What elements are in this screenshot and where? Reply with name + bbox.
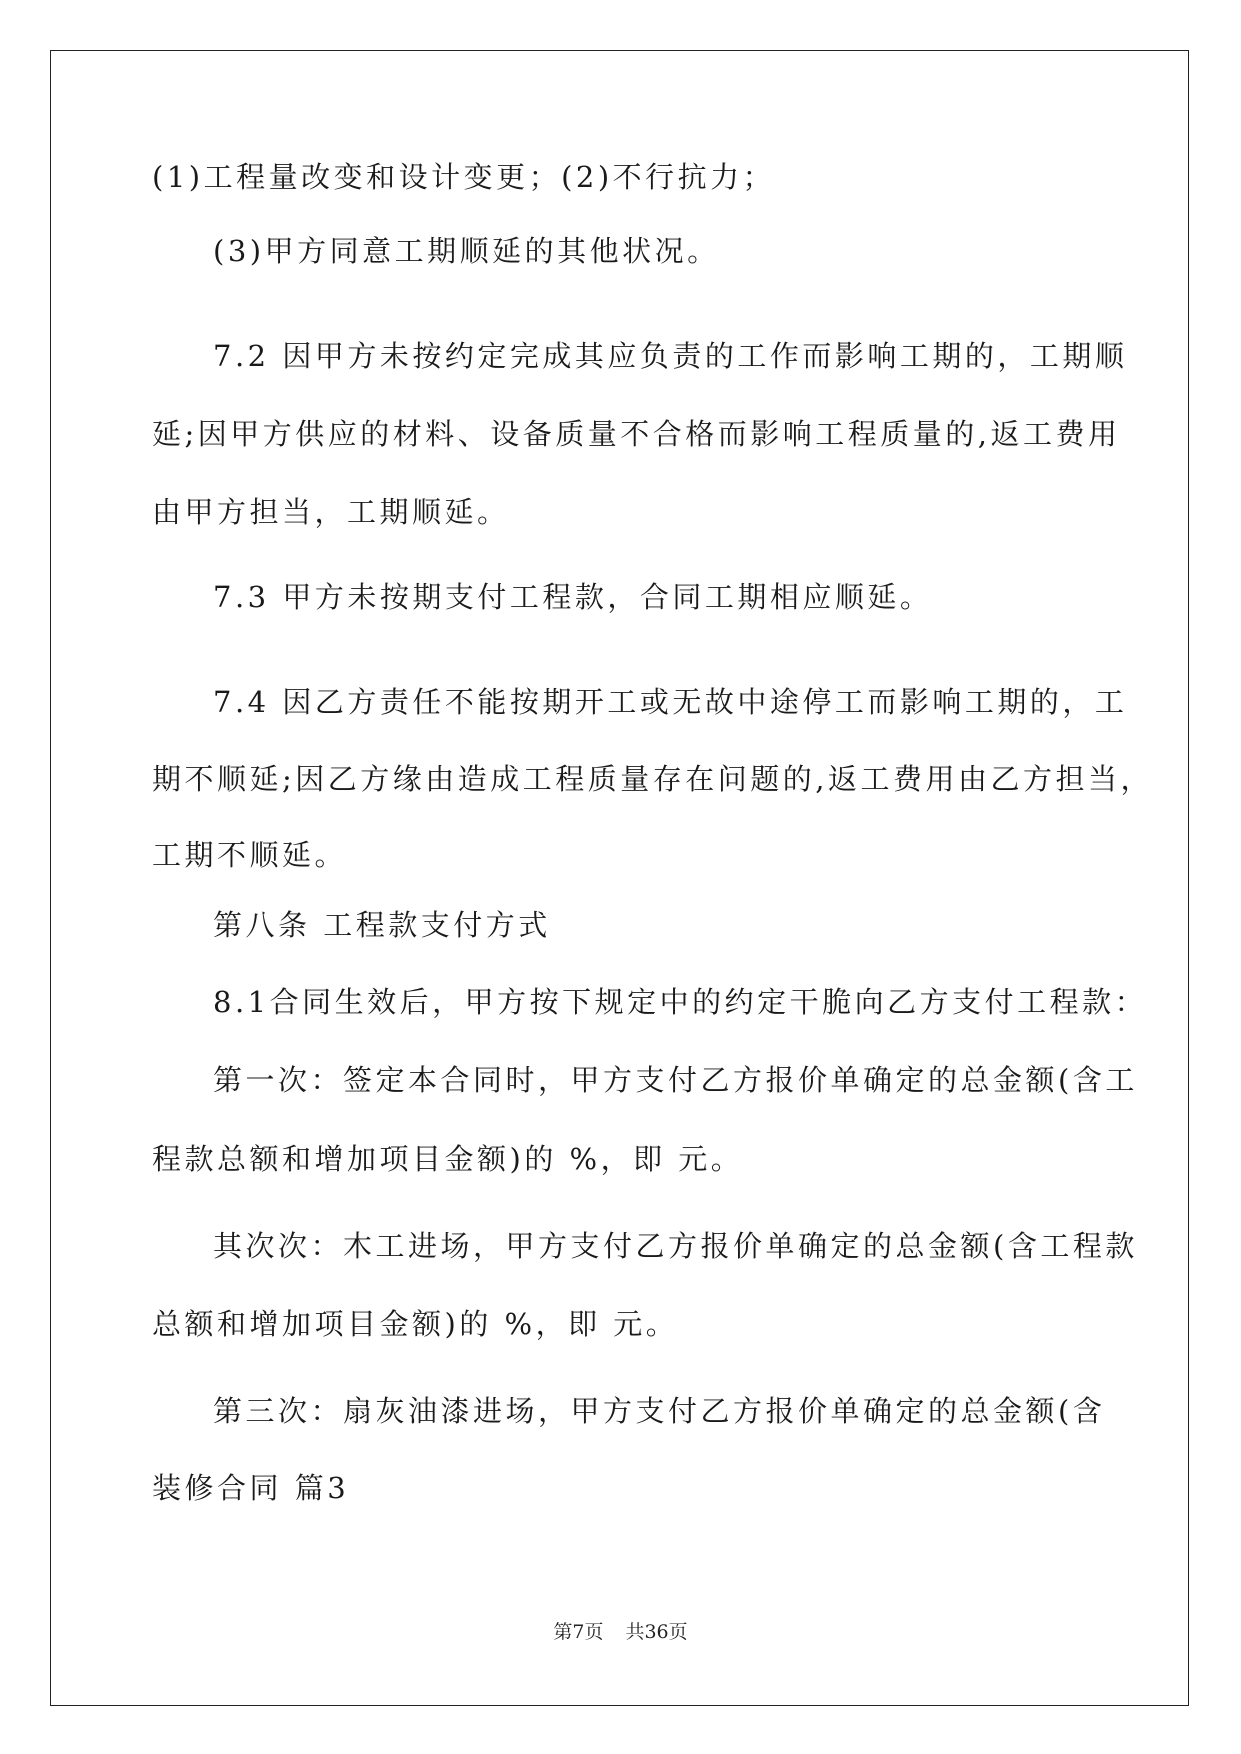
text-line: 7.4 因乙方责任不能按期开工或无故中途停工而影响工期的，工 (213, 685, 1128, 719)
text-line: (3)甲方同意工期顺延的其他状况。 (213, 234, 720, 268)
text-line: 其次次：木工进场，甲方支付乙方报价单确定的总金额(含工程款 (213, 1229, 1138, 1263)
text-line: 由甲方担当，工期顺延。 (152, 495, 510, 529)
text-line: 7.3 甲方未按期支付工程款，合同工期相应顺延。 (213, 580, 933, 614)
text-line: 装修合同 篇3 (152, 1471, 350, 1505)
text-line: 工期不顺延。 (152, 838, 348, 872)
text-line: 程款总额和增加项目金额)的 %，即 元。 (152, 1142, 744, 1176)
page-number-current: 第7页 (553, 1621, 604, 1643)
text-line: 第三次：扇灰油漆进场，甲方支付乙方报价单确定的总金额(含 (213, 1394, 1106, 1428)
text-line: 延;因甲方供应的材料、设备质量不合格而影响工程质量的,返工费用 (152, 417, 1121, 451)
text-line: 7.2 因甲方未按约定完成其应负责的工作而影响工期的，工期顺 (213, 339, 1128, 373)
page-number-total: 共36页 (625, 1621, 688, 1643)
page-border (50, 50, 1189, 1706)
text-line: (1)工程量改变和设计变更；(2)不行抗力； (152, 160, 776, 194)
text-line: 8.1合同生效后，甲方按下规定中的约定干脆向乙方支付工程款： (213, 985, 1148, 1019)
text-line: 第一次：签定本合同时，甲方支付乙方报价单确定的总金额(含工 (213, 1063, 1138, 1097)
page-footer (0, 1620, 1241, 1644)
text-line: 总额和增加项目金额)的 %，即 元。 (152, 1307, 679, 1341)
section-heading: 第八条 工程款支付方式 (213, 908, 551, 942)
text-line: 期不顺延;因乙方缘由造成工程质量存在问题的,返工费用由乙方担当， (152, 762, 1153, 796)
